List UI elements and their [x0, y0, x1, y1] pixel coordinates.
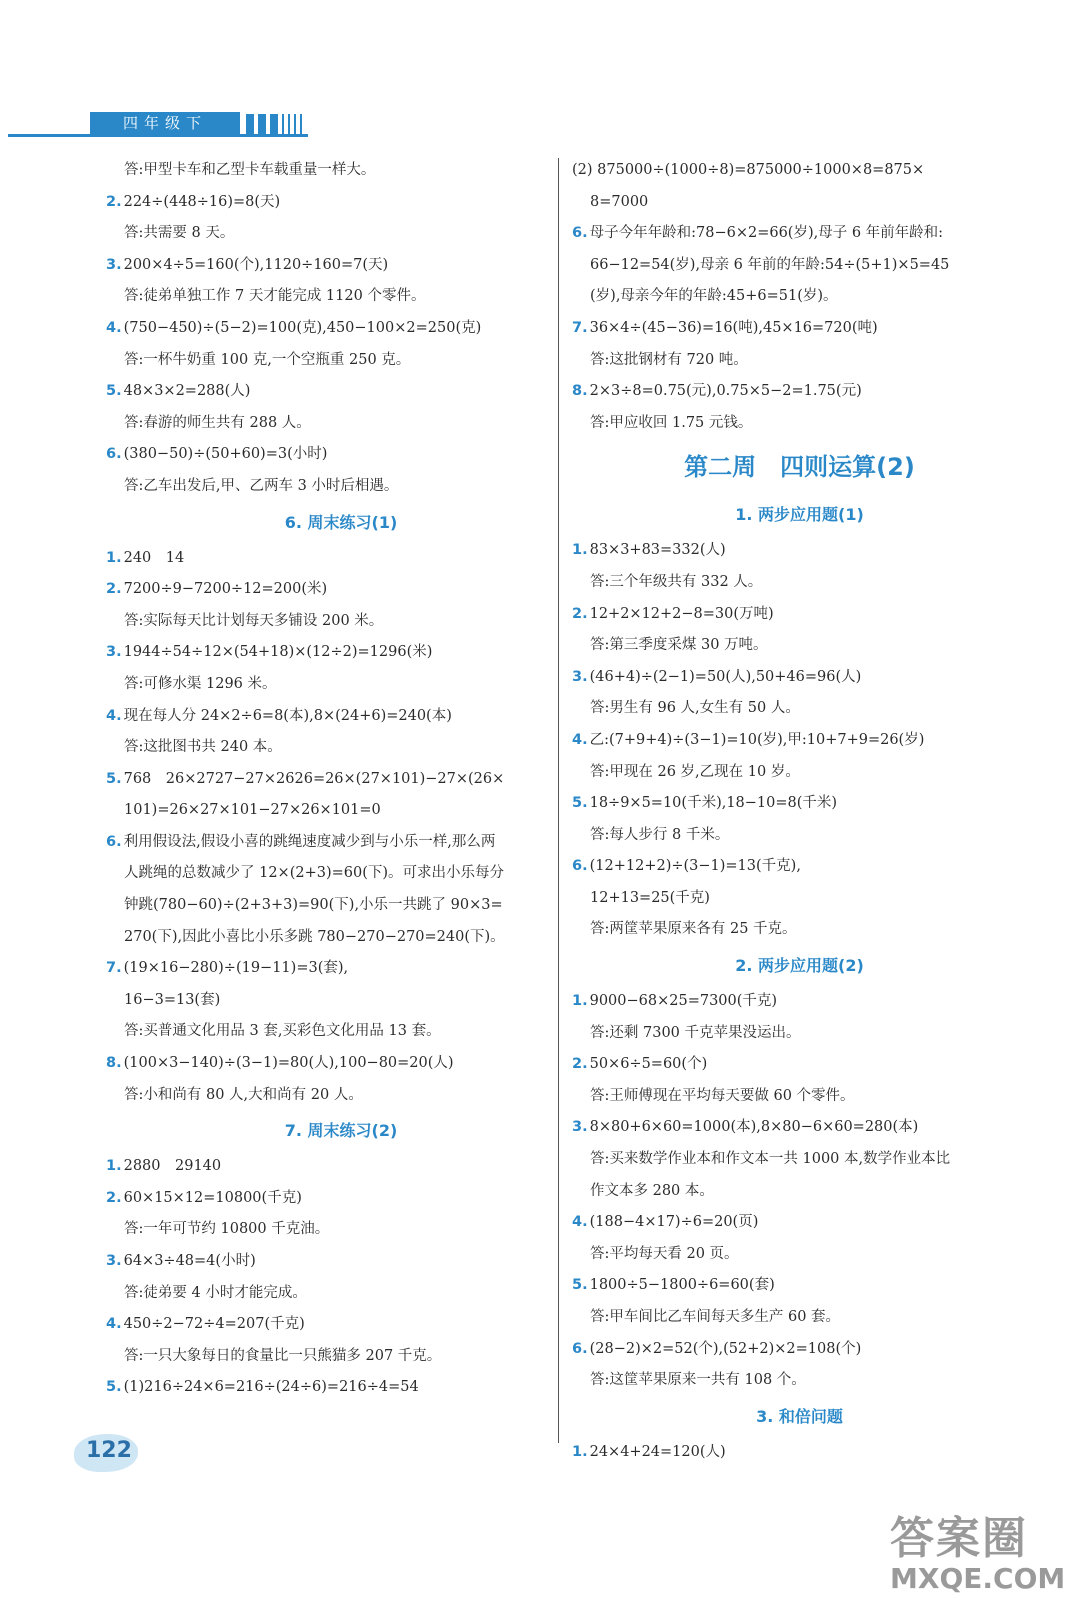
- answer-line: 答:一只大象每日的食量比一只熊猫多 207 千克。: [124, 1347, 442, 1364]
- item-number: 1.: [572, 993, 588, 1010]
- answer-line: 101)=26×27×101−27×26×101=0: [124, 802, 381, 819]
- answer-line: (2) 875000÷(1000÷8)=875000÷1000×8=875×: [572, 162, 925, 178]
- answer-line: 66−12=54(岁),母亲 6 年前的年龄:54÷(5+1)×5=45: [590, 256, 950, 273]
- answer-line: 答:每人步行 8 千米。: [590, 826, 730, 843]
- item-number: 6.: [106, 446, 122, 463]
- item-number: 6.: [572, 225, 588, 242]
- item-number: 5.: [106, 770, 122, 787]
- section-heading: 1. 两步应用题(1): [735, 505, 864, 525]
- item-number: 1.: [572, 542, 588, 559]
- watermark-line2: MXQE.COM: [890, 1562, 1066, 1595]
- item-text: 现在每人分 24×2÷6=8(本),8×(24+6)=240(本): [123, 707, 452, 724]
- item-text: (12+12+2)÷(3−1)=13(千克),: [589, 858, 801, 875]
- answer-item: [106, 701, 576, 733]
- watermark-line1: 答案圈: [890, 1513, 1028, 1564]
- item-number: 6.: [572, 858, 588, 875]
- item-number: 4.: [106, 707, 122, 724]
- answer-line: 钟跳(780−60)÷(2+3+3)=90(下),小乐一共跳了 90×3=: [124, 897, 503, 914]
- item-number: 2.: [106, 581, 122, 598]
- answer-item: [106, 1246, 576, 1278]
- answer-line: 答:共需要 8 天。: [124, 225, 235, 242]
- answer-line: 答:春游的师生共有 288 人。: [124, 414, 311, 431]
- grade-header: [8, 112, 318, 140]
- item-number: 2.: [106, 193, 122, 210]
- answer-line: 答:甲应收回 1.75 元钱。: [590, 414, 753, 431]
- item-text: 36×4÷(45−36)=16(吨),45×16=720(吨): [589, 319, 878, 336]
- section-heading: 2. 两步应用题(2): [735, 956, 864, 976]
- answer-item: [572, 788, 1027, 820]
- answer-item: [106, 764, 576, 796]
- answer-item: [572, 313, 1027, 345]
- section-heading: 6. 周末练习(1): [284, 512, 398, 532]
- answer-item: [106, 250, 576, 282]
- left-column: [106, 155, 576, 1404]
- item-number: 3.: [106, 1253, 122, 1269]
- item-text: 48×3×2=288(人): [123, 383, 251, 400]
- item-number: 3.: [572, 1119, 588, 1136]
- answer-item: [572, 535, 1027, 567]
- answer-line: 人跳绳的总数减少了 12×(2+3)=60(下)。可求出小乐每分: [124, 865, 505, 882]
- answer-line: 答:第三季度采煤 30 万吨。: [590, 637, 768, 654]
- answer-item: [572, 1049, 1027, 1081]
- answer-item: [572, 1334, 1027, 1366]
- item-number: 3.: [572, 668, 588, 685]
- item-number: 1.: [572, 1443, 588, 1460]
- watermark-logo: [890, 1502, 1070, 1594]
- item-text: 7200÷9−7200÷12=200(米): [123, 581, 328, 598]
- item-text: (46+4)÷(2−1)=50(人),50+46=96(人): [589, 668, 862, 685]
- item-text: 2×3÷8=0.75(元),0.75×5−2=1.75(元): [589, 383, 862, 400]
- answer-item: [572, 851, 1027, 883]
- item-text: 1800÷5−1800÷6=60(套): [589, 1277, 775, 1294]
- answer-item: [572, 218, 1027, 250]
- answer-item: [572, 725, 1027, 757]
- item-text: (750−450)÷(5−2)=100(克),450−100×2=250(克): [123, 319, 482, 336]
- answer-line: 答:买普通文化用品 3 套,买彩色文化用品 13 套。: [124, 1023, 441, 1040]
- item-number: 8.: [106, 1055, 122, 1072]
- item-text: 50×6÷5=60(个): [589, 1056, 708, 1073]
- item-number: 5.: [106, 1379, 122, 1396]
- item-text: 8×80+6×60=1000(本),8×80−6×60=280(本): [589, 1119, 919, 1136]
- answer-item: [572, 1207, 1027, 1239]
- item-text: (28−2)×2=52(个),(52+2)×2=108(个): [589, 1340, 862, 1357]
- answer-item: [572, 599, 1027, 631]
- answer-line: 答:一杯牛奶重 100 克,一个空瓶重 250 克。: [124, 351, 411, 368]
- item-number: 3.: [106, 644, 122, 661]
- answer-line: 答:小和尚有 80 人,大和尚有 20 人。: [124, 1086, 363, 1103]
- answer-line: 答:买来数学作业本和作文本一共 1000 本,数学作业本比: [590, 1151, 951, 1168]
- answer-line: 答:平均每天看 20 页。: [590, 1245, 739, 1262]
- item-number: 1.: [106, 1158, 122, 1175]
- item-number: 4.: [106, 319, 122, 336]
- item-text: (100×3−140)÷(3−1)=80(人),100−80=20(人): [123, 1055, 454, 1072]
- item-text: 450÷2−72÷4=207(千克): [123, 1316, 305, 1333]
- item-text: 9000−68×25=7300(千克): [589, 993, 778, 1010]
- right-column: [572, 155, 1027, 1468]
- answer-item: [572, 986, 1027, 1018]
- answer-line: 答:甲型卡车和乙型卡车载重量一样大。: [124, 162, 376, 178]
- item-number: 2.: [106, 1189, 122, 1206]
- item-text: 224÷(448÷16)=8(天): [123, 193, 281, 210]
- answer-line: 答:一年可节约 10800 千克油。: [124, 1221, 330, 1238]
- item-number: 7.: [106, 960, 122, 977]
- item-text: 乙:(7+9+4)÷(3−1)=10(岁),甲:10+7+9=26(岁): [589, 731, 925, 748]
- answer-line: 270(下),因此小喜比小乐多跳 780−270−270=240(下)。: [124, 928, 505, 945]
- answer-line: (岁),母亲今年的年龄:45+6=51(岁)。: [590, 288, 838, 305]
- item-text: 768 26×2727−27×2626=26×(27×101)−27×(26×: [123, 770, 505, 787]
- item-text: 18÷9×5=10(千米),18−10=8(千米): [589, 795, 838, 812]
- answer-item: [106, 1372, 576, 1404]
- item-number: 4.: [572, 1214, 588, 1231]
- answer-line: 答:乙车出发后,甲、乙两车 3 小时后相遇。: [124, 477, 399, 494]
- page-number: 122: [86, 1438, 132, 1463]
- week-title: 第二周 四则运算(2): [684, 453, 915, 482]
- answer-line: 作文本多 280 本。: [590, 1182, 714, 1199]
- item-text: 60×15×12=10800(千克): [123, 1189, 302, 1206]
- item-text: 2880 29140: [123, 1158, 222, 1175]
- answer-line: 8=7000: [590, 193, 649, 210]
- item-number: 5.: [572, 1277, 588, 1294]
- answer-line: 16−3=13(套): [124, 991, 221, 1008]
- answer-line: 答:还剩 7300 千克苹果没运出。: [590, 1024, 801, 1041]
- item-text: 24×4+24=120(人): [589, 1443, 726, 1460]
- answer-item: [106, 543, 576, 575]
- item-text: 240 14: [123, 549, 185, 566]
- answer-line: 答:甲现在 26 岁,乙现在 10 岁。: [590, 763, 800, 780]
- item-number: 6.: [572, 1340, 588, 1357]
- item-number: 4.: [106, 1316, 122, 1333]
- section-heading: 3. 和倍问题: [756, 1406, 843, 1426]
- item-text: (19×16−280)÷(19−11)=3(套),: [123, 960, 349, 977]
- item-text: 12+2×12+2−8=30(万吨): [589, 605, 774, 622]
- item-number: 5.: [106, 383, 122, 400]
- answer-line: 答:可修水渠 1296 米。: [124, 675, 277, 692]
- item-number: 3.: [106, 256, 122, 273]
- answer-item: [572, 1112, 1027, 1144]
- answer-line: 答:徒弟要 4 小时才能完成。: [124, 1284, 307, 1301]
- header-decor-bars: [246, 114, 302, 134]
- answer-item: [106, 953, 576, 985]
- answer-line: 答:两筐苹果原来各有 25 千克。: [590, 921, 797, 938]
- grade-label: 四年级下: [90, 112, 240, 134]
- answer-item: [106, 574, 576, 606]
- item-text: 利用假设法,假设小喜的跳绳速度减少到与小乐一样,那么两: [123, 833, 496, 850]
- answer-item: [572, 376, 1027, 408]
- answer-item: [106, 1183, 576, 1215]
- header-rule: [8, 134, 308, 137]
- answer-line: 答:实际每天比计划每天多铺设 200 米。: [124, 612, 384, 629]
- answer-line: 答:王师傅现在平均每天要做 60 个零件。: [590, 1087, 855, 1104]
- item-text: (188−4×17)÷6=20(页): [589, 1214, 759, 1231]
- item-text: 1944÷54÷12×(54+18)×(12÷2)=1296(米): [123, 644, 433, 661]
- item-number: 1.: [106, 549, 122, 566]
- answer-item: [106, 376, 576, 408]
- item-number: 7.: [572, 319, 588, 336]
- item-text: 83×3+83=332(人): [589, 542, 726, 559]
- section-heading: 7. 周末练习(2): [284, 1121, 398, 1141]
- item-number: 5.: [572, 795, 588, 812]
- answer-item: [106, 1309, 576, 1341]
- answer-line: 答:徒弟单独工作 7 天才能完成 1120 个零件。: [124, 288, 426, 305]
- answer-line: 12+13=25(千克): [590, 889, 710, 906]
- item-number: 8.: [572, 383, 588, 400]
- answer-item: [106, 827, 576, 859]
- answer-line: 答:这批钢材有 720 吨。: [590, 351, 748, 368]
- answer-item: [106, 1048, 576, 1080]
- item-number: 2.: [572, 605, 588, 622]
- answer-line: 答:这筐苹果原来一共有 108 个。: [590, 1372, 806, 1389]
- answer-line: 答:这批图书共 240 本。: [124, 739, 282, 756]
- answer-line: 答:三个年级共有 332 人。: [590, 573, 763, 590]
- answer-item: [572, 1437, 1027, 1469]
- item-text: 母子今年年龄和:78−6×2=66(岁),母子 6 年前年龄和:: [589, 225, 944, 242]
- page-number-badge: [64, 1428, 144, 1478]
- answer-item: [106, 439, 576, 471]
- answer-item: [106, 187, 576, 219]
- answer-item: [106, 313, 576, 345]
- item-number: 2.: [572, 1056, 588, 1073]
- answer-line: 答:男生有 96 人,女生有 50 人。: [590, 700, 800, 717]
- answer-item: [106, 1151, 576, 1183]
- item-number: 4.: [572, 731, 588, 748]
- item-text: 64×3÷48=4(小时): [123, 1253, 256, 1269]
- item-text: (380−50)÷(50+60)=3(小时): [123, 446, 328, 463]
- item-number: 6.: [106, 833, 122, 850]
- item-text: 200×4÷5=160(个),1120÷160=7(天): [123, 256, 389, 273]
- answer-line: 答:甲车间比乙车间每天多生产 60 套。: [590, 1309, 841, 1325]
- answer-item: [106, 637, 576, 669]
- answer-item: [572, 1270, 1027, 1302]
- answer-item: [572, 662, 1027, 694]
- item-text: (1)216÷24×6=216÷(24÷6)=216÷4=54: [123, 1379, 419, 1396]
